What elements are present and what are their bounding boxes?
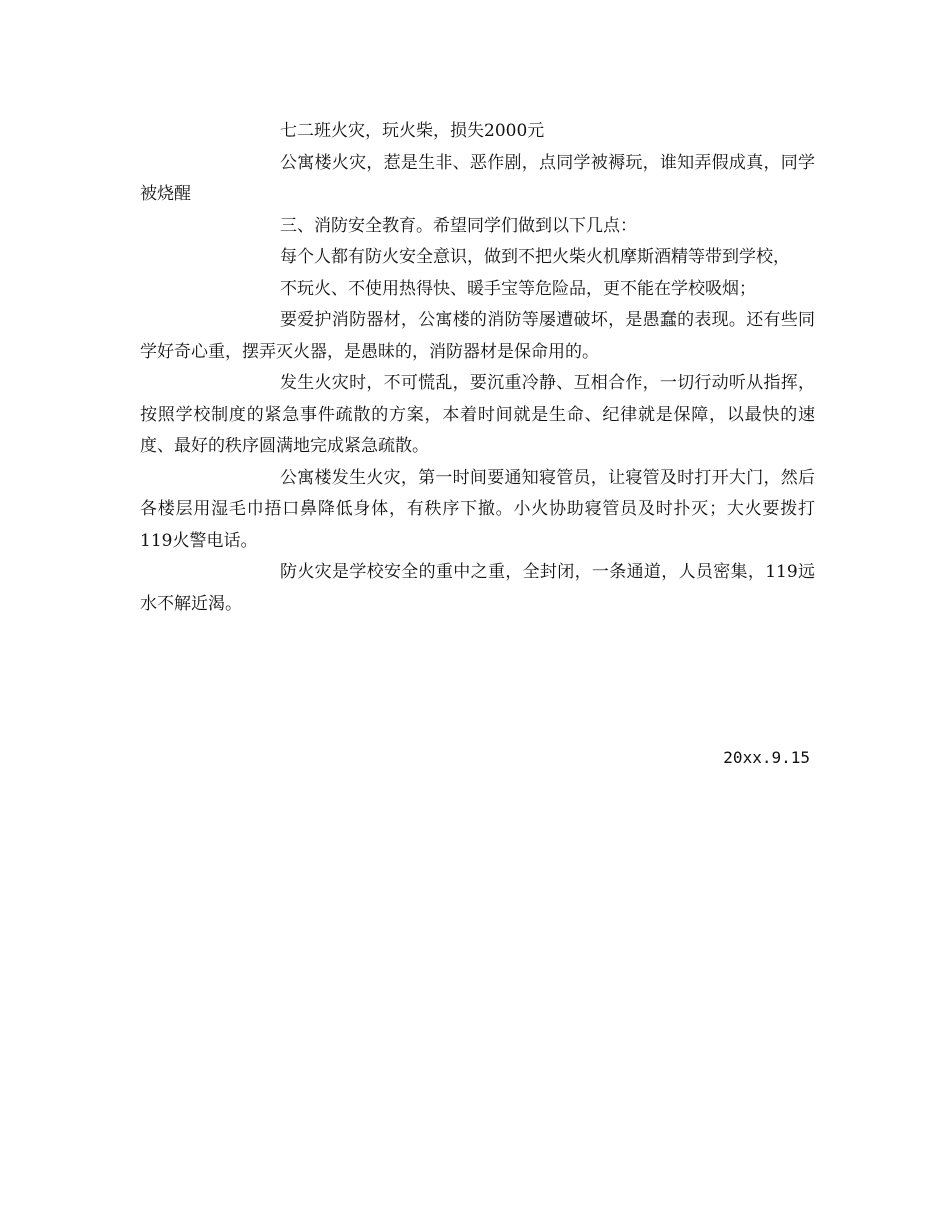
- paragraph-4: 每个人都有防火安全意识，做到不把火柴火机摩斯酒精等带到学校，: [280, 247, 790, 267]
- paragraph-1: 七二班火灾，玩火柴，损失2000元: [280, 121, 545, 141]
- document-date: 20xx.9.15: [723, 748, 810, 767]
- paragraph-7: 发生火灾时，不可慌乱，要沉重冷静、互相合作，一切行动听从指挥，按照学校制度的紧急事件疏散的方案，本着时间就是生命、纪律就是保障，以最快的速度、最好的秩序圆满地完成紧急疏散。: [140, 373, 815, 456]
- paragraph-5: 不玩火、不使用热得快、暖手宝等危险品，更不能在学校吸烟；: [280, 278, 756, 299]
- paragraph-3: 三、消防安全教育。希望同学们做到以下几点：: [280, 215, 637, 236]
- paragraph-2: 公寓楼火灾，惹是生非、恶作剧，点同学被褥玩，谁知弄假成真，同学被烧醒: [140, 152, 815, 204]
- paragraph-6: 要爱护消防器材，公寓楼的消防等屡遭破坏，是愚蠢的表现。还有些同学好奇心重，摆弄灭火器，是愚昧的，消防器材是保命用的。: [140, 310, 815, 362]
- paragraph-9: 防火灾是学校安全的重中之重，全封闭，一条通道，人员密集，119远水不解近渴。: [140, 562, 815, 614]
- document-body: [140, 116, 815, 620]
- paragraph-8: 公寓楼发生火灾，第一时间要通知寝管员，让寝管及时打开大门，然后各楼层用湿毛巾捂口鼻降低身体，有秩序下撤。小火协助寝管员及时扑灭；大火要拨打119火警电话。: [140, 467, 815, 551]
